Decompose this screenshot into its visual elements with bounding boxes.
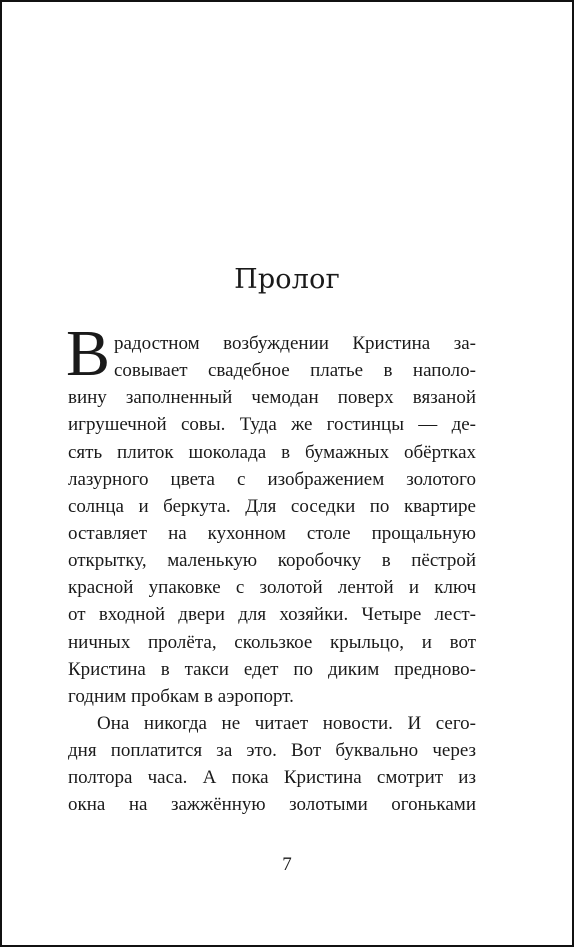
text-line: годним пробкам в аэропорт. [68, 685, 294, 707]
paragraph-2 [68, 710, 476, 819]
text-line: открытку, маленькую коробочку в пёстрой [68, 550, 476, 572]
text-line: совывает свадебное платье в наполо- [114, 360, 476, 382]
text-line: оставляет на кухонном столе прощальную [68, 522, 476, 544]
text-line: солнца и беркута. Для соседки по квартире [68, 495, 476, 517]
text-line: ничных пролёта, скользкое крыльцо, и вот [68, 631, 476, 653]
text-line: лазурного цвета с изображением золотого [68, 468, 476, 490]
text-line: красной упаковке с золотой лентой и ключ [68, 577, 476, 599]
text-line: игрушечной совы. Туда же гостинцы — де- [68, 414, 476, 436]
page-number: 7 [282, 854, 292, 875]
text-line: окна на зажжённую золотыми огоньками [68, 794, 476, 816]
text-line: Она никогда не читает новости. И сего- [97, 712, 476, 734]
text-line: Кристина в такси едет по диким предново- [68, 658, 476, 680]
text-line: от входной двери для хозяйки. Четыре лест- [68, 604, 476, 626]
text-line: сять плиток шоколада в бумажных обёртках [68, 441, 476, 463]
text-line: радостном возбуждении Кристина за- [114, 333, 476, 354]
paragraph-1 [68, 330, 476, 710]
drop-cap: В [66, 317, 111, 390]
text-line: вину заполненный чемодан поверх вязаной [68, 387, 476, 409]
text-line: дня поплатится за это. Вот буквально через [68, 740, 476, 762]
body-text [66, 317, 476, 819]
chapter-title: Пролог [234, 264, 340, 295]
text-line: полтора часа. А пока Кристина смотрит из [68, 767, 476, 789]
